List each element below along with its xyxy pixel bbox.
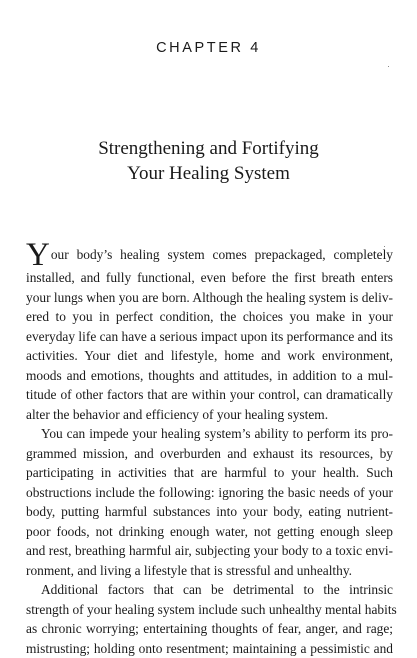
body-line: body, putting harmful substances into your body, eating nutrient- [26,502,393,522]
body-line: installed, and fully functional, even before the first breath enters [26,268,393,288]
body-line: activities. Your diet and lifestyle, home and work environment, [26,346,393,366]
chapter-label: CHAPTER 4 [0,40,417,56]
body-line: your lungs when you are born. Although the healing system is deliv- [26,288,393,308]
body-line: ronment, and living a lifestyle that is stressful and unhealthy. [26,561,393,581]
scan-speck [388,66,389,67]
body-line: ered to you in perfect condition, the choices you make in your [26,307,393,327]
first-line-text: our body’s healing system comes prepackaged, completely [51,247,393,262]
body-line: everyday life can have a serious impact upon its performance and its [26,327,393,347]
body-line: grammed mission, and overburden and exhaust its resources, by [26,444,393,464]
chapter-title [0,136,417,186]
body-line: mistrusting; holding onto resentment; maintaining a pessimistic and [26,639,393,658]
body-line: alter the behavior and efficiency of your healing system. [26,405,393,425]
body-line: poor foods, not drinking enough water, not getting enough sleep [26,522,393,542]
body-line: as chronic worrying; entertaining thoughts of fear, anger, and rage; [26,619,393,639]
body-line: titude of other factors that are within your control, can dramatically [26,385,393,405]
body-line: obstructions include the following: ignoring the basic needs of your [26,483,393,503]
body-line: Additional factors that can be detrimental to the intrinsic [26,580,393,600]
body-line: You can impede your healing system’s ability to perform its pro- [26,424,393,444]
body-text [26,242,393,658]
chapter-title-line-1: Strengthening and Fortifying [0,136,417,161]
body-line: strength of your healing system include such unhealthy mental habits [26,600,393,620]
chapter-title-line-2: Your Healing System [0,161,417,186]
drop-cap: Y [26,242,50,268]
body-first-line [26,242,393,268]
body-line: moods and emotions, thoughts and attitudes, in addition to a mul- [26,366,393,386]
body-line: and rest, breathing harmful air, subjecting your body to a toxic envi- [26,541,393,561]
body-line: participating in activities that are harmful to your health. Such [26,463,393,483]
